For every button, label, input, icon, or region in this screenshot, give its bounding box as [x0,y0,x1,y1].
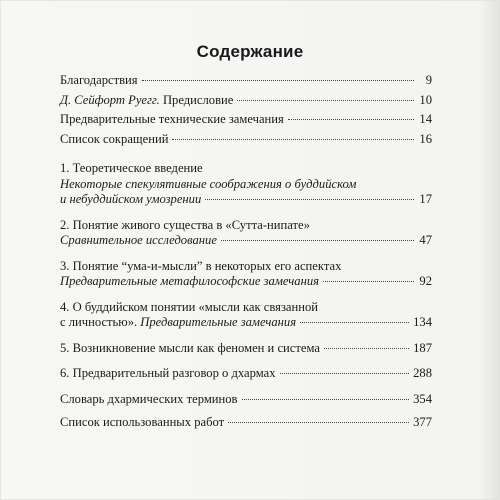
toc-page-number: 134 [413,315,432,329]
toc-page-number: 377 [413,415,432,429]
toc-entry [60,366,432,382]
dot-leader [242,399,410,400]
toc-entry-title: 2. Понятие живого существа в «Сутта-нипате» [60,217,310,232]
toc-entry-title: с личностью». [60,315,138,329]
toc-entry-title: 1. Теоретическое введение [60,161,203,175]
dot-leader [288,119,414,120]
toc-entry [60,300,432,331]
toc-page-number: 17 [419,192,432,206]
dot-leader [142,80,414,81]
table-of-contents [60,73,432,439]
toc-entry-title: Список сокращений [60,131,169,146]
toc-entry-subtitle: и небуддийском умозрении [60,192,202,206]
toc-entry-subtitle: Сравнительное исследование [60,233,217,247]
dot-leader [205,199,414,200]
toc-page-number: 92 [419,274,432,288]
page-title: Содержание [196,42,304,61]
toc-entry-title: 3. Понятие “ума-и-мысли” в некоторых его аспектах [60,258,342,273]
dot-leader [280,373,410,374]
toc-page-number: 9 [425,73,432,87]
toc-entry-title: 5. Возникновение мысли как феномен и система [60,340,320,355]
toc-entry-author: Д. Сейфорт Руегг. [60,92,160,107]
dot-leader [300,322,409,323]
toc-page-number: 10 [419,92,432,107]
toc-entry [60,161,432,208]
toc-entry-subtitle: Предварительные замечания [137,315,297,329]
toc-entry [60,341,432,357]
toc-entry-title: Предисловие [159,92,234,107]
dot-leader [324,348,409,349]
toc-entry-title: Предварительные технические замечания [60,112,284,126]
toc-entry [60,259,432,290]
toc-entry-title: Список использованных работ [60,415,225,429]
dot-leader [237,100,414,101]
dot-leader [221,240,414,241]
toc-entry-subtitle: Некоторые спекулятивные соображения о буддийском [60,176,357,191]
toc-entry-title: Словарь дхармических терминов [60,391,238,406]
toc-page-number: 288 [413,366,432,380]
toc-entry-title: 6. Предварительный разговор о дхармах [60,366,276,380]
toc-page-number: 16 [419,131,432,146]
toc-page-number: 47 [419,233,432,247]
toc-entry-title: 4. О буддийском понятии «мысли как связанной [60,299,319,314]
toc-page-number: 354 [413,391,432,406]
dot-leader [323,281,414,282]
toc-entry [60,112,432,128]
toc-page-number: 14 [419,112,432,126]
toc-entry [60,73,432,89]
toc-entry [60,132,432,148]
toc-entry [60,93,432,109]
toc-page-number: 187 [413,340,432,355]
dot-leader [172,139,414,140]
dot-leader [228,422,409,423]
toc-entry-title: Благодарствия [60,73,138,87]
toc-entry-subtitle: Предварительные метафилософские замечания [60,274,320,288]
toc-entry [60,218,432,249]
toc-entry [60,415,432,431]
toc-entry [60,392,432,408]
